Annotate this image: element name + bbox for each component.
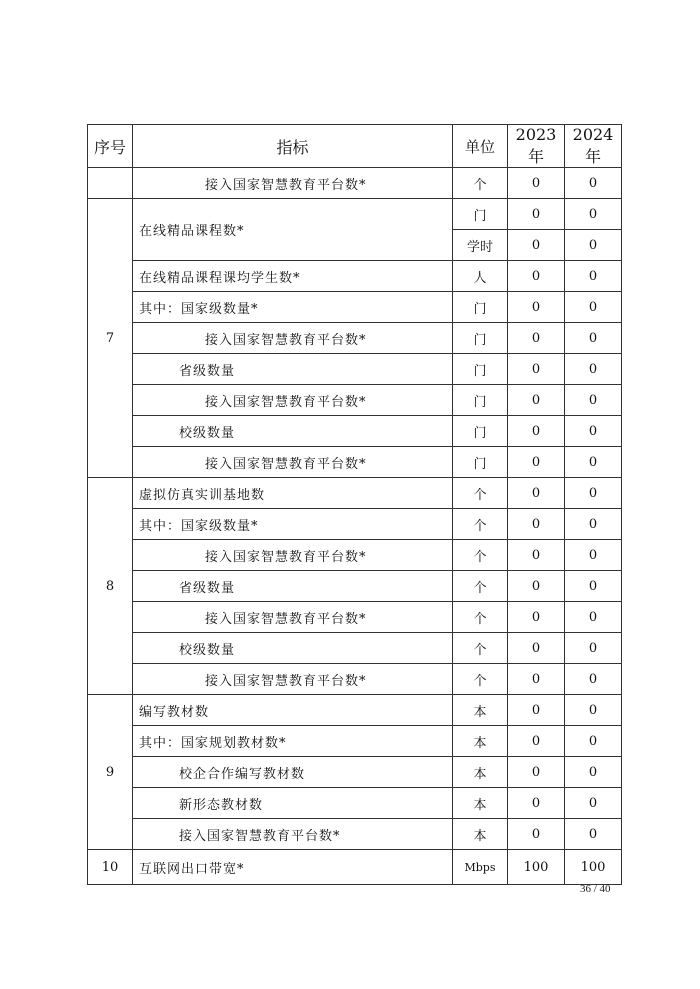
unit-cell: 个: [453, 168, 508, 199]
indicator-cell: 互联网出口带宽*: [133, 850, 453, 885]
table-row: [88, 726, 622, 757]
value-2023-cell: 0: [508, 385, 565, 416]
value-2024-cell: 0: [565, 354, 622, 385]
table-row: [88, 602, 622, 633]
value-2023-cell: 0: [508, 354, 565, 385]
unit-cell: 个: [453, 664, 508, 695]
table-row: [88, 664, 622, 695]
unit-cell: 人: [453, 261, 508, 292]
indicator-cell: 接入国家智慧教育平台数*: [133, 664, 453, 695]
value-2024-cell: 0: [565, 323, 622, 354]
table-row: [88, 850, 622, 885]
value-2024-cell: 0: [565, 757, 622, 788]
table-row: [88, 757, 622, 788]
table-row: [88, 292, 622, 323]
unit-cell: 个: [453, 602, 508, 633]
value-2024-cell: 0: [565, 602, 622, 633]
value-2024-cell: 100: [565, 850, 622, 885]
indicator-cell: 接入国家智慧教育平台数*: [133, 447, 453, 478]
indicator-cell: 省级数量: [133, 354, 453, 385]
unit-cell: 个: [453, 540, 508, 571]
unit-cell: 本: [453, 757, 508, 788]
unit-cell: 门: [453, 416, 508, 447]
unit-cell: 个: [453, 571, 508, 602]
table-row: [88, 323, 622, 354]
value-2023-cell: 0: [508, 478, 565, 509]
table-row: [88, 540, 622, 571]
indicator-cell: 省级数量: [133, 571, 453, 602]
table-row: [88, 633, 622, 664]
value-2024-cell: 0: [565, 664, 622, 695]
value-2023-cell: 0: [508, 695, 565, 726]
indicator-cell: 接入国家智慧教育平台数*: [133, 819, 453, 850]
value-2023-cell: 0: [508, 757, 565, 788]
unit-cell: 门: [453, 354, 508, 385]
value-2023-cell: 0: [508, 416, 565, 447]
value-2024-cell: 0: [565, 385, 622, 416]
indicator-cell: 接入国家智慧教育平台数*: [133, 602, 453, 633]
indicator-cell: 其中：国家级数量*: [133, 509, 453, 540]
value-2024-cell: 0: [565, 168, 622, 199]
indicator-cell: 接入国家智慧教育平台数*: [133, 323, 453, 354]
value-2023-cell: 0: [508, 509, 565, 540]
value-2024-cell: 0: [565, 292, 622, 323]
value-2024-cell: 0: [565, 447, 622, 478]
indicator-cell: 在线精品课程数*: [133, 199, 453, 261]
indicator-cell: 其中：国家级数量*: [133, 292, 453, 323]
value-2023-cell: 0: [508, 261, 565, 292]
value-2024-cell: 0: [565, 788, 622, 819]
unit-cell: 个: [453, 509, 508, 540]
unit-cell: 学时: [453, 230, 508, 261]
unit-cell: Mbps: [453, 850, 508, 885]
seq-cell: 9: [88, 695, 133, 850]
unit-cell: 门: [453, 385, 508, 416]
value-2024-cell: 0: [565, 633, 622, 664]
table-row: [88, 385, 622, 416]
value-2023-cell: 0: [508, 602, 565, 633]
header-seq: 序号: [88, 125, 133, 168]
header-2023: 2023 年: [508, 125, 565, 168]
value-2024-cell: 0: [565, 509, 622, 540]
value-2024-cell: 0: [565, 819, 622, 850]
value-2023-cell: 0: [508, 292, 565, 323]
value-2024-cell: 0: [565, 416, 622, 447]
unit-cell: 门: [453, 292, 508, 323]
unit-cell: 本: [453, 726, 508, 757]
table-row: [88, 788, 622, 819]
table-row: [88, 199, 622, 230]
indicator-cell: 编写教材数: [133, 695, 453, 726]
indicator-cell: 接入国家智慧教育平台数*: [133, 385, 453, 416]
table-row: [88, 416, 622, 447]
seq-cell: 10: [88, 850, 133, 885]
unit-cell: 本: [453, 695, 508, 726]
indicator-cell: 校级数量: [133, 416, 453, 447]
table-header-row: [88, 125, 622, 168]
unit-cell: 本: [453, 788, 508, 819]
table-row: [88, 354, 622, 385]
value-2024-cell: 0: [565, 230, 622, 261]
header-2024: 2024 年: [565, 125, 622, 168]
unit-cell: 门: [453, 199, 508, 230]
indicator-cell: 校企合作编写教材数: [133, 757, 453, 788]
seq-cell: 7: [88, 199, 133, 478]
value-2024-cell: 0: [565, 261, 622, 292]
value-2023-cell: 0: [508, 633, 565, 664]
page-number: 36 / 40: [580, 883, 611, 895]
value-2024-cell: 0: [565, 478, 622, 509]
table-row: [88, 571, 622, 602]
table-row: [88, 447, 622, 478]
value-2024-cell: 0: [565, 695, 622, 726]
header-unit: 单位: [453, 125, 508, 168]
statistics-table: [87, 124, 622, 885]
value-2024-cell: 0: [565, 540, 622, 571]
value-2023-cell: 0: [508, 323, 565, 354]
table-row: [88, 261, 622, 292]
value-2023-cell: 0: [508, 788, 565, 819]
seq-cell: [88, 168, 133, 199]
value-2023-cell: 0: [508, 447, 565, 478]
unit-cell: 个: [453, 478, 508, 509]
table-row: [88, 509, 622, 540]
value-2023-cell: 0: [508, 168, 565, 199]
indicator-cell: 在线精品课程课均学生数*: [133, 261, 453, 292]
indicator-cell: 虚拟仿真实训基地数: [133, 478, 453, 509]
seq-cell: 8: [88, 478, 133, 695]
unit-cell: 门: [453, 323, 508, 354]
value-2024-cell: 0: [565, 571, 622, 602]
value-2023-cell: 0: [508, 664, 565, 695]
table-row: [88, 695, 622, 726]
indicator-cell: 其中：国家规划教材数*: [133, 726, 453, 757]
unit-cell: 本: [453, 819, 508, 850]
value-2023-cell: 0: [508, 199, 565, 230]
value-2024-cell: 0: [565, 726, 622, 757]
value-2023-cell: 0: [508, 726, 565, 757]
value-2023-cell: 0: [508, 540, 565, 571]
table-row: [88, 819, 622, 850]
value-2023-cell: 0: [508, 571, 565, 602]
value-2023-cell: 100: [508, 850, 565, 885]
table-row: [88, 168, 622, 199]
table-row: [88, 478, 622, 509]
indicator-cell: 校级数量: [133, 633, 453, 664]
value-2023-cell: 0: [508, 230, 565, 261]
indicator-cell: 接入国家智慧教育平台数*: [133, 168, 453, 199]
unit-cell: 门: [453, 447, 508, 478]
value-2024-cell: 0: [565, 199, 622, 230]
indicator-cell: 新形态教材数: [133, 788, 453, 819]
unit-cell: 个: [453, 633, 508, 664]
indicator-cell: 接入国家智慧教育平台数*: [133, 540, 453, 571]
value-2023-cell: 0: [508, 819, 565, 850]
header-indicator: 指标: [133, 125, 453, 168]
